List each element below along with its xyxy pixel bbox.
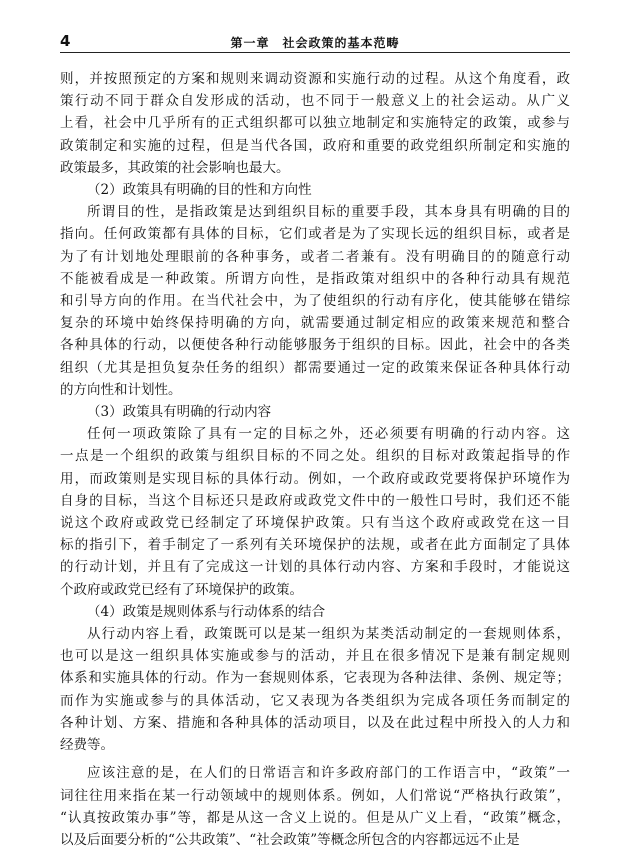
text-line: 自身的目标，当这个目标还只是政府或政党文件中的一般性口号时，我们还不能	[60, 492, 570, 509]
text-line: 策行动不同于群众自发形成的活动，也不同于一般意义上的社会运动。从广义	[60, 93, 570, 110]
section-heading	[60, 401, 570, 423]
text-line: （2）政策具有明确的目的性和方向性	[87, 182, 312, 199]
text-line: 应该注意的是，在人们的日常语言和许多政府部门的工作语言中，“政策”一	[87, 765, 570, 782]
text-line: 则，并按照预定的方案和规则来调动资源和实施行动的过程。从这个角度看，政	[60, 71, 570, 87]
text-line: 也可以是这一组织具体实施或参与的活动，并且在很多情况下是兼有制定规则	[60, 648, 570, 665]
text-line: 而作为实施或参与的具体活动，它又表现为各类组织为完成各项任务而制定的	[60, 692, 570, 709]
text-line: 复杂的环境中始终保持明确的方向，就需要通过制定相应的政策来规范和整合	[60, 315, 570, 332]
paragraph	[60, 68, 570, 179]
paragraph	[60, 201, 570, 401]
text-line: 指向。任何政策都有具体的目标，它们或者是为了实现长远的组织目标，或者是	[60, 226, 570, 243]
paragraph	[60, 623, 570, 756]
text-line: 从行动内容上看，政策既可以是某一组织为某类活动制定的一套规则体系，	[87, 626, 570, 643]
running-header	[60, 32, 570, 53]
section-heading	[60, 601, 570, 623]
text-line: 用，而政策则是实现目标的具体行动。例如，一个政府或政党要将保护环境作为	[60, 470, 570, 487]
text-line: 标的指引下，着手制定了一系列有关环境保护的法规，或者在此方面制定了具体	[60, 537, 570, 554]
text-line: “认真按政策办事”等，都是从这一含义上说的。但是从广义上看，“政策”概念，	[60, 809, 570, 826]
text-line: 不能被看成是一种政策。所谓方向性，是指政策对组织中的各种行动具有规范	[60, 270, 570, 287]
text-line: 所谓目的性，是指政策是达到组织目标的重要手段，其本身具有明确的目的	[87, 204, 570, 221]
text-line: 说这个政府或政党已经制定了环境保护政策。只有当这个政府或政党在这一目	[60, 515, 570, 532]
text-line: 组织（尤其是担负复杂任务的组织）都需要通过一定的政策来保证各种具体行动	[60, 359, 570, 376]
text-line: 一点是一个组织的政策与组织目标的不同之处。组织的目标对政策起指导的作	[60, 448, 570, 465]
text-line: 的方向性和计划性。	[60, 381, 182, 398]
text-line: 为了有计划地处理眼前的各种事务，或者二者兼有。没有明确目的的随意行动	[60, 248, 570, 265]
text-line: 的行动计划，并且有了完成这一计划的具体行动内容、方案和手段时，才能说这	[60, 559, 570, 576]
text-line: 个政府或政党已经有了环境保护的政策。	[60, 581, 303, 598]
text-line: 任何一项政策除了具有一定的目标之外，还必须要有明确的行动内容。这	[87, 426, 570, 443]
text-line: 经费等。	[60, 737, 114, 754]
chapter-title: 第一章 社会政策的基本范畴	[230, 36, 400, 50]
text-line: 政策制定和实施的过程，但是当代各国，政府和重要的政党组织所制定和实施的	[60, 137, 570, 154]
text-line: 以及后面要分析的“公共政策”、“社会政策”等概念所包含的内容都远远不止是	[60, 831, 520, 848]
text-line: （3）政策具有明确的行动内容	[87, 404, 272, 421]
text-line: 词往往用来指在某一行动领域中的规则体系。例如，人们常说“严格执行政策”，	[60, 787, 570, 804]
body-text	[60, 68, 570, 851]
text-line: 上看，社会中几乎所有的正式组织都可以独立地制定和实施特定的政策，或参与	[60, 115, 570, 132]
text-line: （4）政策是规则体系与行动体系的结合	[87, 603, 326, 620]
text-line: 和引导方向的作用。在当代社会中，为了使组织的行动有序化，使其能够在错综	[60, 293, 570, 310]
text-line: 政策最多，其政策的社会影响也最大。	[60, 159, 290, 176]
paragraph	[60, 423, 570, 601]
text-line: 各种具体的行动，以便使各种行动能够服务于组织的目标。因此，社会中的各类	[60, 337, 570, 354]
section-heading	[60, 179, 570, 201]
page-number: 4	[60, 32, 71, 50]
paragraph	[60, 762, 570, 851]
text-line: 各种计划、方案、措施和各种具体的活动项目，以及在此过程中所投入的人力和	[60, 714, 570, 731]
text-line: 体系和实施具体的行动。作为一套规则体系，它表现为各种法律、条例、规定等；	[60, 670, 570, 687]
